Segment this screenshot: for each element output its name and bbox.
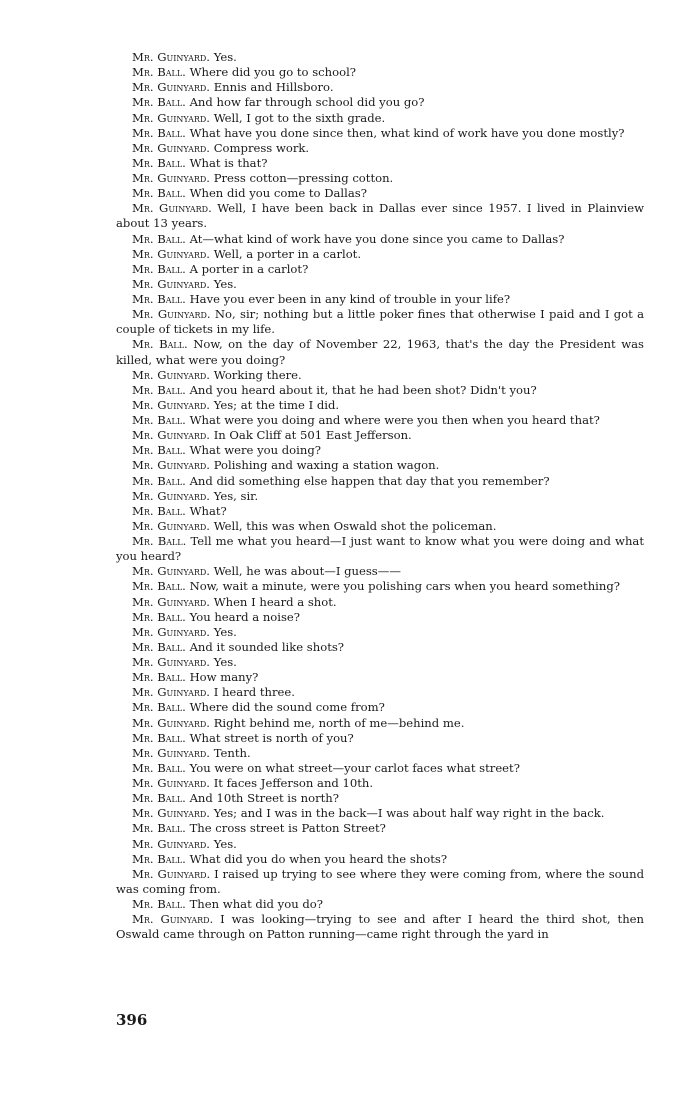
speaker-name: Mr. Ball.: [132, 730, 186, 745]
transcript-paragraph: [116, 579, 644, 594]
speaker-name: Mr. Guinyard.: [132, 171, 210, 185]
transcript-paragraph: [116, 716, 644, 731]
speaker-name: Mr. Guinyard.: [132, 276, 210, 291]
transcript-paragraph: [116, 458, 644, 473]
testimony-text: What did you do when you heard the shots?: [189, 851, 448, 866]
speaker-name: Mr. Ball.: [132, 95, 186, 110]
speaker-name: Mr. Ball.: [132, 292, 186, 306]
speaker-name: Mr. Guinyard.: [132, 685, 210, 700]
speaker-name: Mr. Guinyard.: [132, 715, 210, 730]
testimony-text: Yes; and I was in the back—I was about half way right in the back.: [213, 806, 605, 821]
speaker-name: Mr. Guinyard.: [132, 201, 212, 216]
transcript-paragraph: [116, 80, 644, 95]
testimony-text: The cross street is Patton Street?: [189, 821, 386, 836]
speaker-name: Mr. Ball.: [132, 65, 186, 80]
transcript-paragraph: [116, 670, 644, 685]
testimony-text: What were you doing?: [189, 443, 321, 458]
transcript-paragraph: [116, 821, 644, 836]
transcript-paragraph: [116, 700, 644, 715]
transcript-paragraph: [116, 292, 644, 307]
transcript-paragraph: [116, 852, 644, 867]
transcript-paragraph: [116, 383, 644, 398]
speaker-name: Mr. Guinyard.: [132, 655, 210, 669]
speaker-name: Mr. Ball.: [132, 231, 186, 246]
testimony-text: You were on what street—your carlot faces what street?: [189, 760, 520, 775]
testimony-text: Where did the sound come from?: [189, 700, 385, 715]
transcript-paragraph: [116, 837, 644, 852]
testimony-text: Tell me what you heard—I just want to know what you were doing and what you heard?: [116, 534, 645, 564]
transcript-paragraph: [116, 50, 644, 65]
speaker-name: Mr. Ball.: [132, 337, 188, 352]
speaker-name: Mr. Guinyard.: [132, 307, 211, 322]
speaker-name: Mr. Guinyard.: [132, 367, 210, 382]
speaker-name: Mr. Ball.: [132, 186, 186, 201]
speaker-name: Mr. Ball.: [132, 609, 186, 624]
transcript-paragraph: [116, 625, 644, 640]
speaker-name: Mr. Ball.: [132, 700, 186, 715]
transcript-paragraph: [116, 806, 644, 821]
speaker-name: Mr. Guinyard.: [132, 518, 210, 533]
speaker-name: Mr. Guinyard.: [132, 745, 210, 760]
testimony-text: I heard three.: [213, 685, 295, 700]
testimony-text: I was looking—trying to see and after I heard the third shot, then Oswald came through on Patton running—came right through the yard in: [116, 912, 644, 942]
speaker-name: Mr. Ball.: [132, 670, 186, 685]
transcript-paragraph: [116, 171, 644, 186]
speaker-name: Mr. Ball.: [132, 851, 186, 866]
speaker-name: Mr. Ball.: [132, 125, 186, 140]
testimony-text: When did you come to Dallas?: [189, 186, 367, 201]
transcript-paragraph: [116, 912, 644, 942]
testimony-text: Well, I got to the sixth grade.: [213, 110, 386, 125]
testimony-text: What have you done since then, what kind of work have you done mostly?: [189, 125, 625, 140]
testimony-text: Yes, sir.: [213, 488, 259, 503]
transcript-paragraph: [116, 65, 644, 80]
testimony-text: And you heard about it, that he had been shot? Didn't you?: [189, 382, 537, 397]
transcript-paragraph: [116, 307, 644, 337]
speaker-name: Mr. Ball.: [132, 639, 186, 654]
testimony-text: And did something else happen that day that you remember?: [189, 473, 550, 488]
transcript-paragraph: [116, 126, 644, 141]
testimony-text: Now, wait a minute, were you polishing cars when you heard something?: [189, 579, 620, 594]
testimony-text: Where did you go to school?: [189, 65, 357, 80]
testimony-text: Compress work.: [213, 140, 310, 155]
transcript-paragraph: [116, 141, 644, 156]
transcript-paragraph: [116, 776, 644, 791]
transcript-paragraph: [116, 897, 644, 912]
transcript-paragraph: [116, 201, 644, 231]
transcript-paragraph: [116, 746, 644, 761]
transcript-paragraph: [116, 595, 644, 610]
transcript-paragraph: [116, 368, 644, 383]
speaker-name: Mr. Guinyard.: [132, 866, 211, 881]
speaker-name: Mr. Ball.: [132, 155, 186, 170]
transcript-paragraph: [116, 761, 644, 776]
testimony-text: How many?: [189, 670, 259, 685]
speaker-name: Mr. Ball.: [132, 760, 186, 775]
transcript-paragraph: [116, 504, 644, 519]
speaker-name: Mr. Ball.: [132, 443, 186, 458]
transcript-paragraph: [116, 474, 644, 489]
speaker-name: Mr. Guinyard.: [132, 836, 210, 851]
transcript-paragraph: [116, 262, 644, 277]
transcript-paragraph: [116, 867, 644, 897]
testimony-text: Well, this was when Oswald shot the policeman.: [213, 518, 497, 533]
speaker-name: Mr. Guinyard.: [132, 140, 210, 155]
transcript-paragraph: [116, 489, 644, 504]
testimony-text: And 10th Street is north?: [189, 791, 339, 806]
testimony-text: Yes.: [213, 50, 237, 64]
testimony-text: Now, on the day of November 22, 1963, that's the day the President was killed, what were you doing?: [116, 337, 644, 367]
speaker-name: Mr. Guinyard.: [132, 624, 210, 639]
speaker-name: Mr. Ball.: [132, 897, 186, 911]
speaker-name: Mr. Guinyard.: [132, 594, 210, 609]
testimony-text: You heard a noise?: [189, 609, 301, 624]
speaker-name: Mr. Ball.: [132, 821, 186, 836]
testimony-text: I raised up trying to see where they were coming from, where the sound was coming from.: [116, 866, 645, 896]
speaker-name: Mr. Guinyard.: [132, 428, 210, 443]
transcript-paragraph: [116, 655, 644, 670]
speaker-name: Mr. Guinyard.: [132, 912, 214, 927]
speaker-name: Mr. Ball.: [132, 791, 186, 806]
testimony-text: A porter in a carlot?: [189, 261, 309, 276]
transcript-paragraph: [116, 610, 644, 625]
transcript-paragraph: [116, 186, 644, 201]
testimony-text: Yes.: [213, 836, 237, 851]
testimony-text: What is that?: [189, 155, 268, 170]
speaker-name: Mr. Guinyard.: [132, 458, 210, 473]
transcript-paragraph: [116, 428, 644, 443]
speaker-name: Mr. Guinyard.: [132, 564, 210, 579]
testimony-text: No, sir; nothing but a little poker fines that otherwise I paid and I got a couple of tickets in my life.: [116, 307, 645, 337]
speaker-name: Mr. Ball.: [132, 503, 186, 518]
speaker-name: Mr. Guinyard.: [132, 80, 210, 95]
transcript-paragraph: [116, 443, 644, 458]
speaker-name: Mr. Guinyard.: [132, 246, 210, 261]
speaker-name: Mr. Ball.: [132, 261, 186, 276]
transcript-paragraph: [116, 564, 644, 579]
testimony-text: Have you ever been in any kind of trouble in your life?: [189, 292, 511, 306]
transcript-paragraph: [116, 247, 644, 262]
speaker-name: Mr. Ball.: [132, 534, 187, 548]
testimony-text: It faces Jefferson and 10th.: [213, 776, 374, 790]
transcript-paragraph: [116, 413, 644, 428]
transcript-paragraph: [116, 111, 644, 126]
transcript-paragraph: [116, 534, 644, 564]
transcript-paragraph: [116, 685, 644, 700]
transcript-paragraph: [116, 232, 644, 247]
transcript-paragraph: [116, 519, 644, 534]
testimony-text: Polishing and waxing a station wagon.: [213, 458, 440, 473]
speaker-name: Mr. Guinyard.: [132, 110, 210, 125]
testimony-text: Well, a porter in a carlot.: [213, 246, 362, 261]
page-number: 396: [116, 1011, 148, 1029]
testimony-text: Press cotton—pressing cotton.: [213, 171, 394, 185]
testimony-text: Yes.: [213, 624, 237, 639]
transcript-paragraph: [116, 398, 644, 413]
testimony-text: Working there.: [213, 367, 302, 382]
speaker-name: Mr. Ball.: [132, 413, 186, 427]
testimony-text: Yes.: [213, 276, 237, 291]
testimony-text: Right behind me, north of me—behind me.: [213, 715, 465, 730]
testimony-text: In Oak Cliff at 501 East Jefferson.: [213, 428, 412, 443]
testimony-text: Ennis and Hillsboro.: [213, 80, 334, 95]
speaker-name: Mr. Guinyard.: [132, 776, 210, 790]
testimony-text: At—what kind of work have you done since you came to Dallas?: [189, 231, 565, 246]
testimony-text: Then what did you do?: [189, 897, 323, 911]
testimony-text: Well, I have been back in Dallas ever since 1957. I lived in Plainview about 13 years.: [116, 201, 644, 231]
speaker-name: Mr. Ball.: [132, 382, 186, 397]
transcript-paragraph: [116, 95, 644, 110]
testimony-text: What?: [189, 503, 227, 518]
testimony-text: And it sounded like shots?: [189, 639, 345, 654]
transcript-paragraph: [116, 337, 644, 367]
speaker-name: Mr. Guinyard.: [132, 50, 210, 64]
testimony-text: And how far through school did you go?: [189, 95, 425, 110]
testimony-text: Well, he was about—I guess——: [213, 564, 401, 579]
testimony-text: Tenth.: [213, 745, 251, 760]
speaker-name: Mr. Ball.: [132, 473, 186, 488]
testimony-text: Yes; at the time I did.: [213, 397, 340, 412]
transcript-paragraph: [116, 791, 644, 806]
testimony-text: Yes.: [213, 655, 237, 669]
testimony-text: What were you doing and where were you then when you heard that?: [189, 413, 600, 427]
speaker-name: Mr. Guinyard.: [132, 397, 210, 412]
testimony-text: When I heard a shot.: [213, 594, 337, 609]
speaker-name: Mr. Guinyard.: [132, 806, 210, 821]
transcript-paragraph: [116, 277, 644, 292]
speaker-name: Mr. Guinyard.: [132, 488, 210, 503]
transcript-paragraph: [116, 731, 644, 746]
testimony-text: What street is north of you?: [189, 730, 354, 745]
transcript-body: [116, 50, 644, 942]
speaker-name: Mr. Ball.: [132, 579, 186, 594]
transcript-paragraph: [116, 640, 644, 655]
transcript-paragraph: [116, 156, 644, 171]
